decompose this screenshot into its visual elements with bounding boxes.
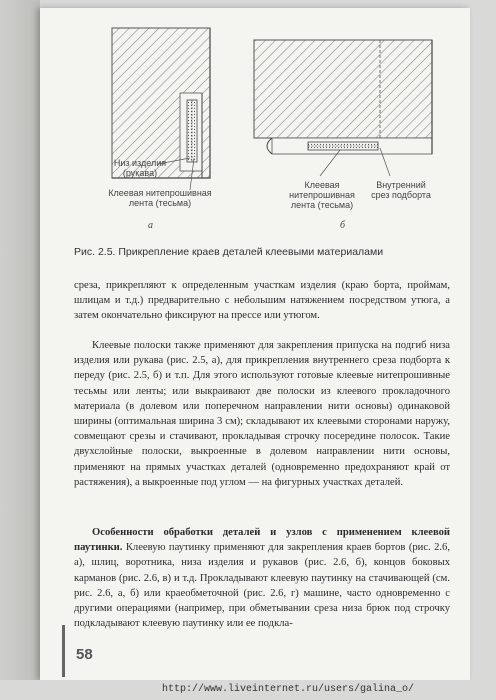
label-facing-edge: Внутренний срез подборта — [371, 180, 431, 200]
paragraph-3-text: Клеевую паутинку применяют для закрепления краев бортов (рис. 2.6, а), шлиц, воротника, низа изделия и рукавов (рис. 2.6, б), концов боковых карманов (рис. 2.6, в) и т.д. Прокладывают клеевую паутинку на стачивающей (см. рис. 2.6, а, б) или краеобметочной (рис. 2.6, г) машине, часто одновременно с другими операциями (например, при обметывании среза низа брюк под строчку подкладывают клеевую паутинку или ее подкла- — [74, 542, 450, 630]
page-number: 58 — [76, 646, 93, 663]
subfigure-letter-b: б — [340, 220, 346, 231]
label-tape-a: Клеевая нитепрошивная лента (тесьма) — [108, 188, 212, 208]
scan-edge — [0, 0, 40, 700]
section-heading: Особенности обработки деталей и узлов с применением клеевой паутинки. — [74, 527, 450, 554]
paragraph-1: среза, прикрепляют к определенным участкам изделия (краю борта, проймам, шлицам и т.д.) предварительно с небольшим натяжением посредством утюга, а затем окончательно фиксируют на прессе или утюгом. — [74, 280, 450, 322]
label-hem: Низ изделия (рукава) — [113, 158, 167, 178]
label-tape-b: Клеевая нитепрошивная лента (тесьма) — [289, 180, 355, 210]
figure-caption: Рис. 2.5. Прикрепление краев деталей клеевыми материалами — [74, 246, 384, 258]
margin-bar — [62, 625, 65, 677]
figure-b-drawing — [254, 40, 432, 176]
paragraph-2: Клеевые полоски также применяют для закрепления припуска на подгиб низа изделия или рукава (рис. 2.5, а), для прикрепления внутреннего среза подборта к переду (рис. 2.5, б) и т.п. Для этого используют готовые клеевые нитепрошивные тесьмы или ленты; или выкраивают две полоски из клеевого прокладочного материала (в долевом или поперечном направлении нити основы) одинаковой ширины (оптимальная ширина 3 см); складывают их клеевыми сторонами наружу, совмещают срезы и стачивают, прокладывая строчку посередине полосок. Такие двухслойные полоски, выкроенные в долевом направлении нити основы, применяют на прямых участках деталей (одновременно предохраняют край от растяжения), а выкроенные под углом — на фигурных участках деталей. — [74, 340, 450, 488]
subfigure-letter-a: а — [148, 220, 153, 231]
footer-url: http://www.liveinternet.ru/users/galina_o/ — [162, 684, 415, 695]
paragraph-3 — [74, 525, 450, 631]
figure-2-5 — [40, 8, 470, 244]
book-page — [40, 8, 470, 680]
